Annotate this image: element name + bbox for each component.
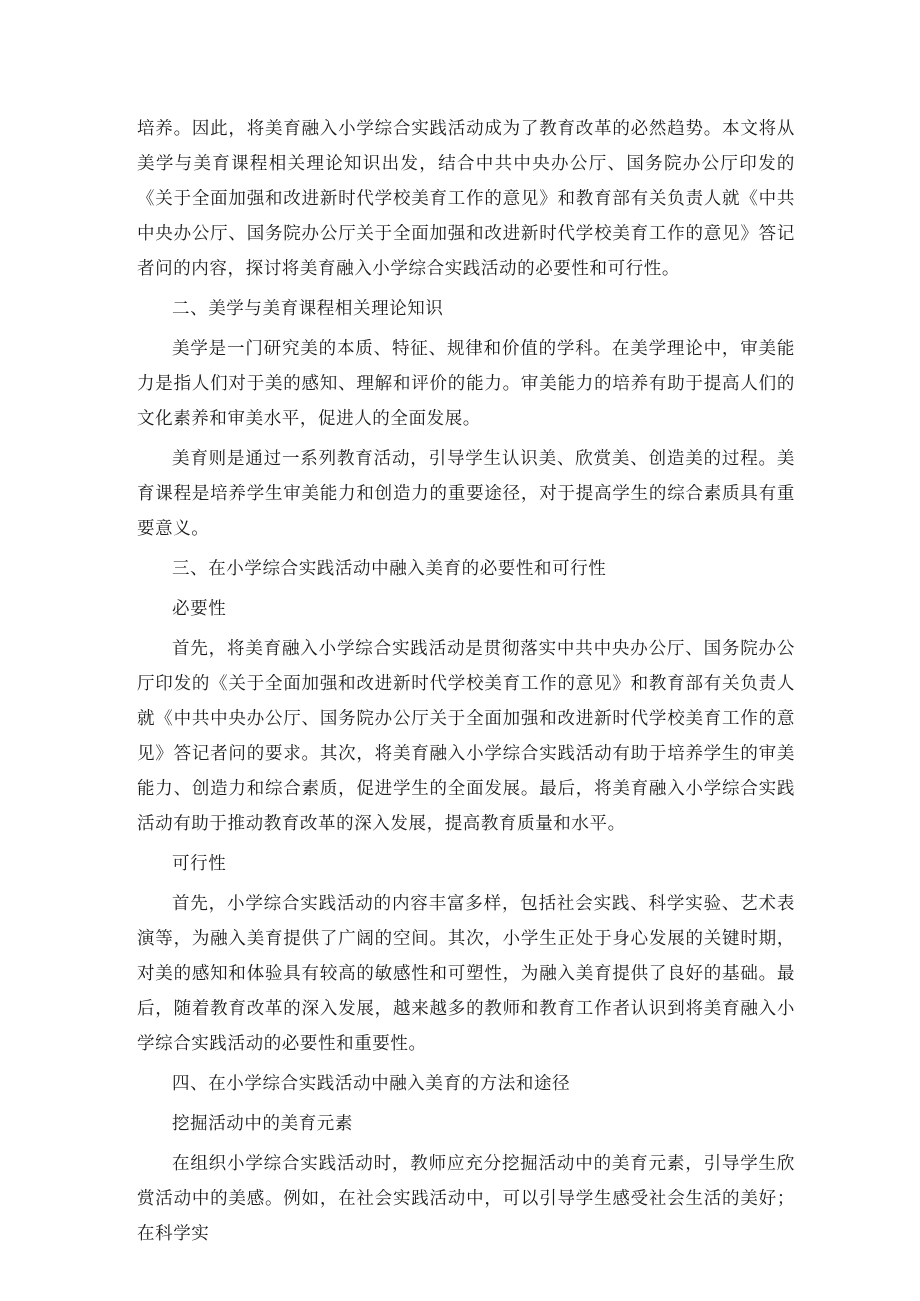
section-heading-theory: 二、美学与美育课程相关理论知识 xyxy=(172,299,444,319)
subheading-necessity: 必要性 xyxy=(172,599,227,619)
paragraph-aesthetics: 美学是一门研究美的本质、特征、规律和价值的学科。在美学理论中，审美能力是指人们对于美的感知、理解和评价的能力。审美能力的培养有助于提高人们的文化素养和审美水平，促进人的全面发展。 xyxy=(137,339,795,429)
subheading-elements: 挖掘活动中的美育元素 xyxy=(172,1114,353,1134)
section-heading-methods: 四、在小学综合实践活动中融入美育的方法和途径 xyxy=(172,1074,571,1094)
section-heading-necessity-feasibility: 三、在小学综合实践活动中融入美育的必要性和可行性 xyxy=(172,559,607,579)
paragraph-intro-continued: 培养。因此，将美育融入小学综合实践活动成为了教育改革的必然趋势。本文将从美学与美育课程相关理论知识出发，结合中共中央办公厅、国务院办公厅印发的《关于全面加强和改进新时代学校美育工作的意见》和教育部有关负责人就《中共中央办公厅、国务院办公厅关于全面加强和改进新时代学校美育工作的意见》答记者问的内容，探讨将美育融入小学综合实践活动的必要性和可行性。 xyxy=(137,119,795,279)
subheading-feasibility: 可行性 xyxy=(172,854,227,874)
paragraph-aesthetic-education: 美育则是通过一系列教育活动，引导学生认识美、欣赏美、创造美的过程。美育课程是培养学生审美能力和创造力的重要途径，对于提高学生的综合素质具有重要意义。 xyxy=(137,449,795,539)
paragraph-elements: 在组织小学综合实践活动时，教师应充分挖掘活动中的美育元素，引导学生欣赏活动中的美感。例如，在社会实践活动中，可以引导学生感受社会生活的美好；在科学实 xyxy=(137,1154,795,1244)
document-body xyxy=(137,112,795,1257)
paragraph-feasibility: 首先，小学综合实践活动的内容丰富多样，包括社会实践、科学实验、艺术表演等，为融入美育提供了广阔的空间。其次，小学生正处于身心发展的关键时期，对美的感知和体验具有较高的敏感性和可塑性，为融入美育提供了良好的基础。最后，随着教育改革的深入发展，越来越多的教师和教育工作者认识到将美育融入小学综合实践活动的必要性和重要性。 xyxy=(137,894,795,1054)
paragraph-necessity: 首先，将美育融入小学综合实践活动是贯彻落实中共中央办公厅、国务院办公厅印发的《关于全面加强和改进新时代学校美育工作的意见》和教育部有关负责人就《中共中央办公厅、国务院办公厅关于全面加强和改进新时代学校美育工作的意见》答记者问的要求。其次，将美育融入小学综合实践活动有助于培养学生的审美能力、创造力和综合素质，促进学生的全面发展。最后，将美育融入小学综合实践活动有助于推动教育改革的深入发展，提高教育质量和水平。 xyxy=(137,639,795,834)
